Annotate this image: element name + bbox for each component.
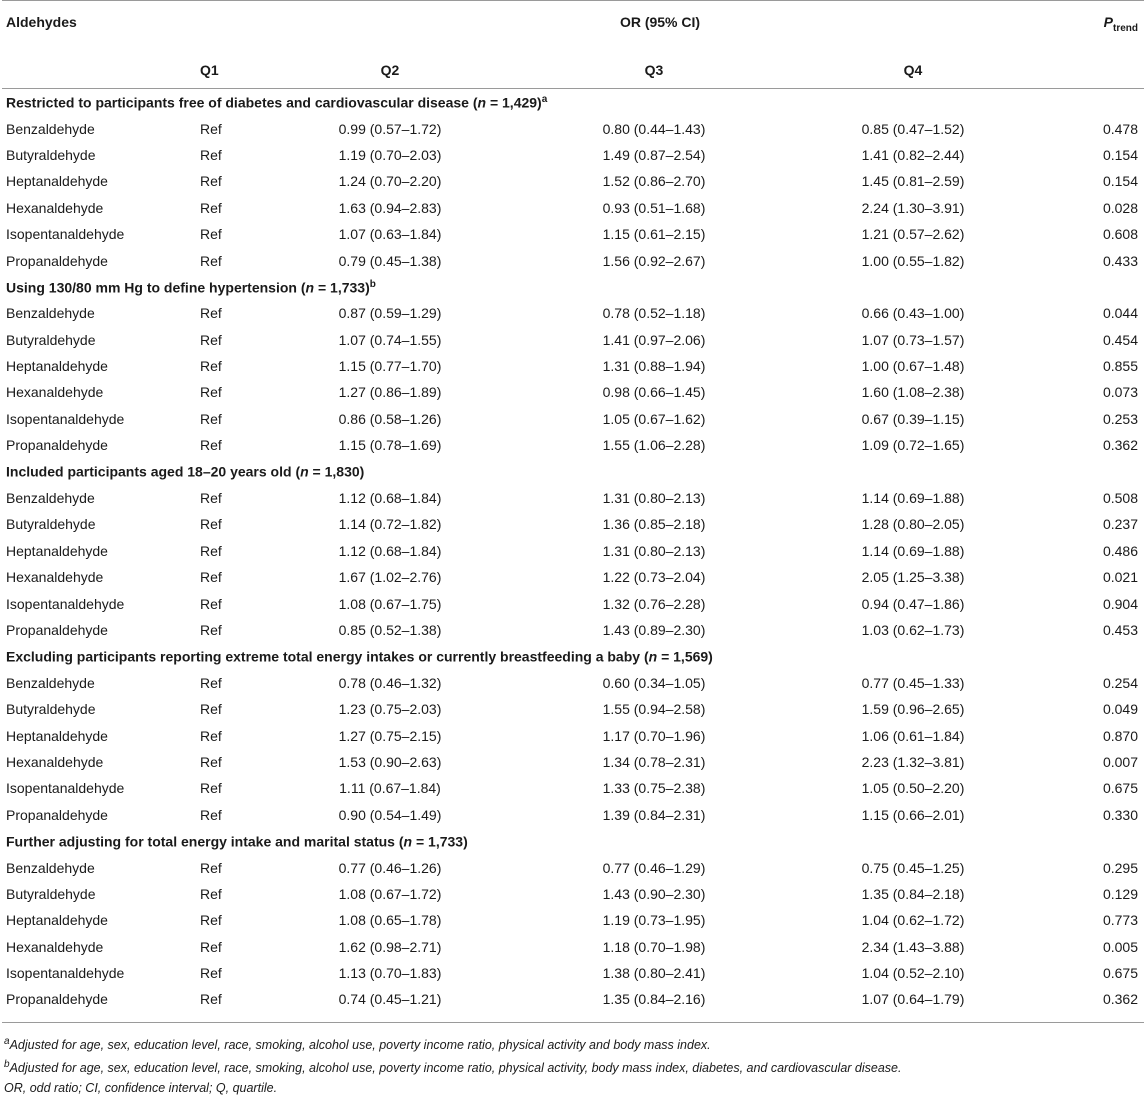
cell-q2: 1.24 (0.70–2.20) [338,173,442,190]
cell-q4: 0.66 (0.43–1.00) [861,305,965,322]
cell-q3: 1.34 (0.78–2.31) [602,753,706,770]
cell-p-trend: 0.855 [1102,358,1138,375]
cell-q3: 1.31 (0.88–1.94) [602,358,706,375]
cell-p-trend: 0.295 [1102,859,1138,876]
table-row [2,195,1144,221]
cell-p-trend: 0.073 [1102,384,1138,401]
cell-q1: Ref [200,701,222,718]
cell-q3: 1.31 (0.80–2.13) [602,542,706,559]
cell-q3: 0.77 (0.46–1.29) [602,859,706,876]
cell-p-trend: 0.508 [1102,490,1138,507]
table-row [2,934,1144,960]
cell-q2: 1.15 (0.78–1.69) [338,437,442,454]
section-title-n: n [477,94,487,111]
cell-aldehyde: Butyraldehyde [6,146,96,163]
cell-aldehyde: Isopentanaldehyde [6,965,125,982]
cell-q3: 1.43 (0.90–2.30) [602,885,706,902]
cell-aldehyde: Heptanaldehyde [6,912,108,929]
cell-aldehyde: Propanaldehyde [6,991,108,1008]
cell-q3: 0.93 (0.51–1.68) [602,199,706,216]
cell-q4: 1.14 (0.69–1.88) [861,490,965,507]
table-row [2,775,1144,801]
cell-aldehyde: Propanaldehyde [6,806,108,823]
section-title-pre: Restricted to participants free of diabetes and cardiovascular disease ( [6,94,478,111]
cell-q4: 1.15 (0.66–2.01) [861,806,965,823]
cell-q1: Ref [200,912,222,929]
header-q2: Q2 [380,62,400,78]
cell-q4: 1.59 (0.96–2.65) [861,701,965,718]
cell-p-trend: 0.154 [1102,173,1138,190]
table-row [2,353,1144,379]
section-title-post: = 1,733) [314,279,370,296]
cell-aldehyde: Isopentanaldehyde [6,780,125,797]
cell-q1: Ref [200,410,222,427]
cell-p-trend: 0.486 [1102,542,1138,559]
section-header-row [2,643,1144,669]
cell-q4: 1.21 (0.57–2.62) [861,226,965,243]
cell-q4: 2.34 (1.43–3.88) [861,938,965,955]
cell-q2: 1.27 (0.75–2.15) [338,727,442,744]
section-header-row [2,458,1144,484]
cell-q1: Ref [200,622,222,638]
cell-p-trend: 0.362 [1102,437,1138,454]
cell-p-trend: 0.154 [1102,146,1138,163]
cell-q4: 1.60 (1.08–2.38) [861,384,965,401]
table-row [2,854,1144,880]
section-header-row [2,828,1144,854]
header-p-sub: trend [1113,22,1138,34]
cell-q1: Ref [200,358,222,375]
cell-q1: Ref [200,120,222,137]
footnotes [4,1032,901,1098]
cell-q2: 1.62 (0.98–2.71) [338,938,442,955]
footnote-b-text: Adjusted for age, sex, education level, race, smoking, alcohol use, poverty income ratio, physical activity, body mass index, diabetes, and cardiovascular disease. [9,1061,902,1076]
cell-aldehyde: Benzaldehyde [6,490,95,507]
cell-q1: Ref [200,146,222,163]
cell-q2: 1.08 (0.65–1.78) [338,912,442,929]
cell-q2: 0.79 (0.45–1.38) [338,252,442,269]
cell-q3: 1.55 (0.94–2.58) [602,701,706,718]
cell-q1: Ref [200,674,222,691]
cell-q1: Ref [200,331,222,348]
footnote-b [4,1055,901,1078]
footnote-a-text: Adjusted for age, sex, education level, race, smoking, alcohol use, poverty income ratio, physical activity and body mass index. [9,1038,711,1053]
cell-q1: Ref [200,727,222,744]
cell-q1: Ref [200,569,222,586]
cell-p-trend: 0.454 [1102,331,1138,348]
cell-q2: 1.08 (0.67–1.75) [338,595,442,612]
table-row [2,617,1144,643]
section-title [2,828,1144,854]
cell-q4: 2.24 (1.30–3.91) [861,199,965,216]
cell-q3: 1.22 (0.73–2.04) [602,569,706,586]
cell-q1: Ref [200,542,222,559]
cell-aldehyde: Hexanaldehyde [6,199,104,216]
cell-q2: 0.87 (0.59–1.29) [338,305,442,322]
cell-aldehyde: Propanaldehyde [6,252,108,269]
cell-p-trend: 0.904 [1102,595,1138,612]
cell-p-trend: 0.129 [1102,885,1138,902]
cell-aldehyde: Propanaldehyde [6,622,108,638]
table-row [2,511,1144,537]
cell-aldehyde: Heptanaldehyde [6,727,108,744]
table-row [2,590,1144,616]
cell-q3: 1.19 (0.73–1.95) [602,912,706,929]
cell-q2: 1.14 (0.72–1.82) [338,516,442,533]
table-row [2,142,1144,168]
cell-q2: 1.11 (0.67–1.84) [339,780,441,797]
cell-q1: Ref [200,490,222,507]
cell-aldehyde: Butyraldehyde [6,701,96,718]
cell-p-trend: 0.237 [1102,516,1138,533]
cell-q4: 1.09 (0.72–1.65) [861,437,965,454]
cell-aldehyde: Hexanaldehyde [6,569,104,586]
cell-aldehyde: Hexanaldehyde [6,938,104,955]
table-row [2,960,1144,986]
section-title-post: = 1,830) [308,463,365,480]
table-row [2,327,1144,353]
cell-p-trend: 0.330 [1102,806,1138,823]
section-title-post: = 1,569) [657,648,713,665]
footnote-b-mark: b [4,1059,10,1071]
cell-p-trend: 0.870 [1102,727,1138,744]
cell-q2: 0.85 (0.52–1.38) [338,622,442,638]
section-title-n: n [403,833,413,850]
cell-aldehyde: Isopentanaldehyde [6,226,125,243]
cell-q4: 1.00 (0.67–1.48) [861,358,965,375]
section-title [2,89,1144,116]
cell-q2: 1.07 (0.74–1.55) [338,331,442,348]
cell-p-trend: 0.675 [1102,965,1138,982]
cell-p-trend: 0.044 [1102,305,1138,322]
cell-q2: 1.19 (0.70–2.03) [338,146,442,163]
table-row [2,881,1144,907]
table-row [2,986,1144,1012]
cell-q2: 1.12 (0.68–1.84) [338,490,442,507]
header-row-2 [2,52,1144,89]
table-row [2,115,1144,141]
header-p-main: P [1103,14,1113,30]
header-q3: Q3 [644,62,664,78]
cell-aldehyde: Hexanaldehyde [6,753,104,770]
section-title-pre: Included participants aged 18–20 years old ( [6,463,301,480]
cell-q2: 1.08 (0.67–1.72) [338,885,442,902]
table-row [2,406,1144,432]
cell-q2: 1.07 (0.63–1.84) [338,226,442,243]
footnote-abbrev: OR, odd ratio; CI, confidence interval; Q, quartile. [4,1081,278,1096]
cell-q2: 0.86 (0.58–1.26) [338,410,442,427]
header-q1: Q1 [200,62,219,78]
section-header-row [2,274,1144,300]
cell-q3: 1.33 (0.75–2.38) [602,780,706,797]
cell-q2: 1.53 (0.90–2.63) [338,753,442,770]
cell-q4: 1.28 (0.80–2.05) [861,516,965,533]
table-row [2,168,1144,194]
cell-q3: 0.60 (0.34–1.05) [602,674,706,691]
cell-q3: 1.31 (0.80–2.13) [602,490,706,507]
cell-q2: 1.27 (0.86–1.89) [338,384,442,401]
section-title-pre: Using 130/80 mm Hg to define hypertension ( [6,279,306,296]
cell-p-trend: 0.254 [1102,674,1138,691]
cell-q2: 0.78 (0.46–1.32) [338,674,442,691]
cell-p-trend: 0.675 [1102,780,1138,797]
table-row [2,485,1144,511]
cell-q2: 0.90 (0.54–1.49) [338,806,442,823]
section-title-n: n [300,463,309,480]
cell-q3: 0.80 (0.44–1.43) [602,120,706,137]
cell-q4: 1.45 (0.81–2.59) [861,173,965,190]
cell-q3: 1.39 (0.84–2.31) [602,806,706,823]
cell-q3: 0.78 (0.52–1.18) [602,305,706,322]
cell-q2: 1.12 (0.68–1.84) [338,542,442,559]
table-row [2,379,1144,405]
cell-q4: 0.77 (0.45–1.33) [861,674,965,691]
cell-q4: 1.05 (0.50–2.20) [861,780,965,797]
header-blank-p [1040,52,1144,89]
table-row [2,538,1144,564]
header-row-1 [2,1,1144,53]
cell-q4: 0.94 (0.47–1.86) [861,595,965,612]
cell-q1: Ref [200,938,222,955]
cell-aldehyde: Heptanaldehyde [6,358,108,375]
cell-q3: 1.52 (0.86–2.70) [602,173,706,190]
cell-p-trend: 0.362 [1102,991,1138,1008]
cell-p-trend: 0.021 [1102,569,1138,586]
cell-aldehyde: Butyraldehyde [6,331,96,348]
cell-q2: 1.67 (1.02–2.76) [338,569,442,586]
cell-q2: 1.23 (0.75–2.03) [338,701,442,718]
header-aldehydes: Aldehydes [2,1,200,53]
table-row [2,432,1144,458]
results-table [2,0,1144,1013]
header-or-ci-label: OR (95% CI) [619,14,701,30]
cell-q1: Ref [200,806,222,823]
cell-p-trend: 0.608 [1102,226,1138,243]
cell-q1: Ref [200,305,222,322]
cell-q1: Ref [200,780,222,797]
cell-q4: 1.04 (0.52–2.10) [861,965,965,982]
cell-q3: 1.35 (0.84–2.16) [602,991,706,1008]
cell-aldehyde: Butyraldehyde [6,516,96,533]
cell-aldehyde: Isopentanaldehyde [6,410,125,427]
table-row [2,802,1144,828]
cell-q3: 1.32 (0.76–2.28) [602,595,706,612]
table-row [2,247,1144,273]
table-row [2,300,1144,326]
cell-q4: 1.14 (0.69–1.88) [861,542,965,559]
table-row [2,722,1144,748]
cell-q4: 2.05 (1.25–3.38) [861,569,965,586]
header-blank [2,52,200,89]
cell-p-trend: 0.478 [1102,120,1138,137]
table-row [2,907,1144,933]
cell-p-trend: 0.433 [1102,252,1138,269]
cell-q4: 0.75 (0.45–1.25) [861,859,965,876]
cell-aldehyde: Propanaldehyde [6,437,108,454]
section-header-row [2,89,1144,116]
cell-aldehyde: Benzaldehyde [6,674,95,691]
footnote-a-mark: a [4,1036,10,1047]
cell-aldehyde: Butyraldehyde [6,885,96,902]
cell-p-trend: 0.005 [1102,938,1138,955]
section-title [2,274,1144,300]
table-row [2,564,1144,590]
cell-q1: Ref [200,991,222,1008]
header-or-ci [200,1,1040,53]
header-q4: Q4 [903,62,923,78]
cell-q2: 1.15 (0.77–1.70) [338,358,442,375]
cell-p-trend: 0.007 [1102,753,1138,770]
cell-p-trend: 0.049 [1102,701,1138,718]
cell-q1: Ref [200,437,222,454]
cell-aldehyde: Heptanaldehyde [6,542,108,559]
cell-q4: 1.03 (0.62–1.73) [861,622,965,638]
cell-q3: 1.41 (0.97–2.06) [602,331,706,348]
cell-q3: 1.38 (0.80–2.41) [602,965,706,982]
cell-q4: 0.85 (0.47–1.52) [861,120,965,137]
cell-q3: 1.43 (0.89–2.30) [602,622,706,638]
cell-q4: 1.07 (0.64–1.79) [861,991,965,1008]
section-title-pre: Further adjusting for total energy intake and marital status ( [6,833,404,850]
footnote-a [4,1032,901,1055]
table-body [2,89,1144,1013]
cell-q1: Ref [200,965,222,982]
cell-q4: 2.23 (1.32–3.81) [861,753,965,770]
cell-q1: Ref [200,859,222,876]
cell-q1: Ref [200,516,222,533]
cell-q1: Ref [200,384,222,401]
cell-p-trend: 0.453 [1102,622,1138,638]
table-row [2,221,1144,247]
cell-q4: 0.67 (0.39–1.15) [861,410,965,427]
section-title-post: = 1,429) [486,94,542,111]
cell-aldehyde: Benzaldehyde [6,120,95,137]
cell-q3: 1.56 (0.92–2.67) [602,252,706,269]
cell-q1: Ref [200,753,222,770]
section-title [2,643,1144,669]
cell-q1: Ref [200,199,222,216]
section-title-sup: b [369,278,376,290]
cell-p-trend: 0.773 [1102,912,1138,929]
cell-q3: 1.17 (0.70–1.96) [602,727,706,744]
cell-q1: Ref [200,595,222,612]
cell-q2: 0.99 (0.57–1.72) [338,120,442,137]
section-title-pre: Excluding participants reporting extreme total energy intakes or currently breastfeeding a baby ( [6,648,649,665]
table-row [2,749,1144,775]
cell-q3: 0.98 (0.66–1.45) [602,384,706,401]
section-title [2,458,1144,484]
cell-q4: 1.06 (0.61–1.84) [861,727,965,744]
cell-aldehyde: Isopentanaldehyde [6,595,125,612]
cell-q3: 1.15 (0.61–2.15) [602,226,706,243]
cell-q3: 1.18 (0.70–1.98) [602,938,706,955]
cell-q2: 0.77 (0.46–1.26) [338,859,442,876]
cell-q3: 1.05 (0.67–1.62) [602,410,706,427]
table-row [2,696,1144,722]
cell-q4: 1.04 (0.62–1.72) [861,912,965,929]
cell-q1: Ref [200,885,222,902]
table-bottom-rule [2,1022,1144,1023]
cell-q1: Ref [200,226,222,243]
header-p-trend [1040,1,1144,53]
section-title-n: n [648,648,658,665]
cell-q2: 0.74 (0.45–1.21) [338,991,442,1008]
section-title-post: = 1,733) [412,833,468,850]
cell-q4: 1.41 (0.82–2.44) [861,146,965,163]
cell-q1: Ref [200,252,222,269]
cell-q2: 1.13 (0.70–1.83) [338,965,442,982]
cell-aldehyde: Benzaldehyde [6,859,95,876]
cell-q3: 1.49 (0.87–2.54) [602,146,706,163]
cell-q4: 1.07 (0.73–1.57) [861,331,965,348]
cell-p-trend: 0.253 [1102,410,1138,427]
cell-q4: 1.00 (0.55–1.82) [861,252,965,269]
table-row [2,670,1144,696]
cell-aldehyde: Heptanaldehyde [6,173,108,190]
section-title-sup: a [541,93,548,105]
cell-p-trend: 0.028 [1102,199,1138,216]
cell-aldehyde: Hexanaldehyde [6,384,104,401]
cell-q1: Ref [200,173,222,190]
cell-q2: 1.63 (0.94–2.83) [338,199,442,216]
cell-aldehyde: Benzaldehyde [6,305,95,322]
section-title-n: n [305,279,315,296]
cell-q3: 1.36 (0.85–2.18) [602,516,706,533]
cell-q4: 1.35 (0.84–2.18) [861,885,965,902]
cell-q3: 1.55 (1.06–2.28) [602,437,706,454]
